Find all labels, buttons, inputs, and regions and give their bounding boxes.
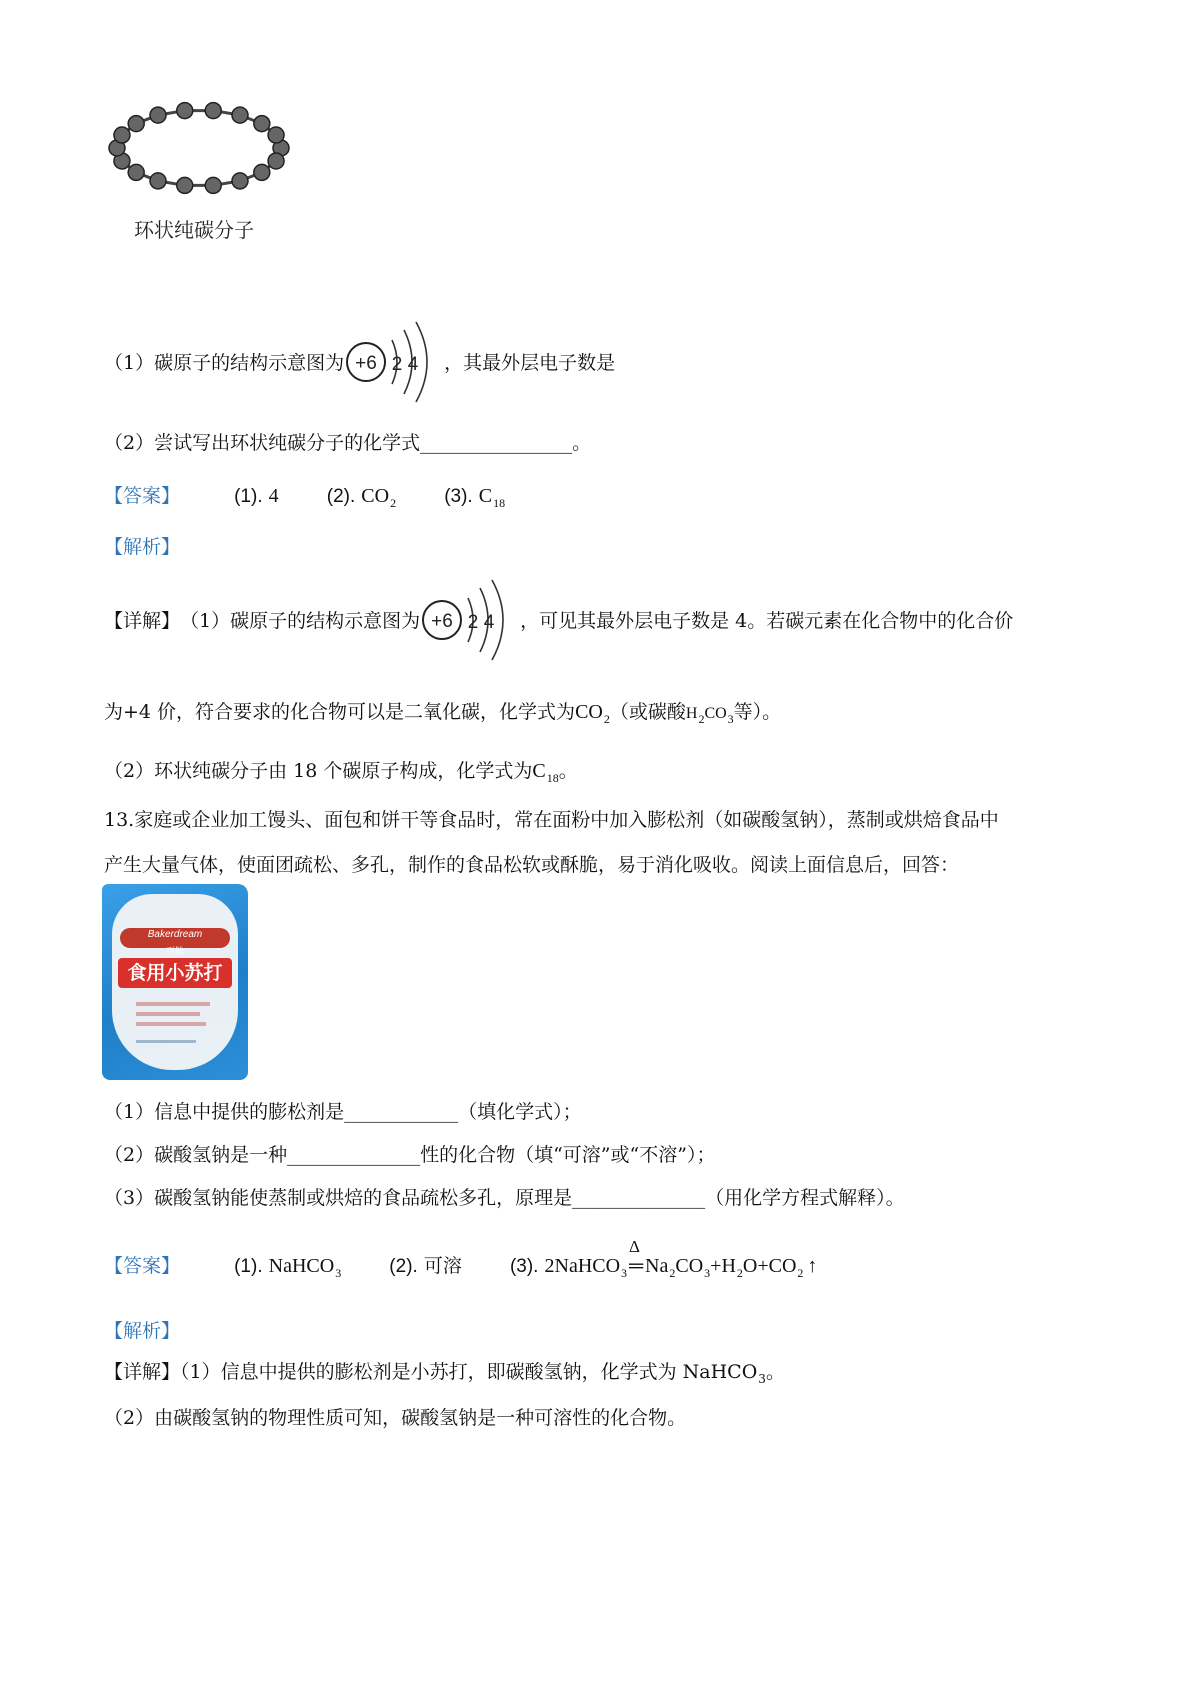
detail-tag: 【详解】 — [104, 1361, 181, 1383]
atom-shell-1: 2 — [391, 354, 403, 375]
answer-formula: NaHCO$_3$ — [268, 1255, 342, 1280]
atom-nucleus: +6 — [431, 611, 453, 632]
ring-atom — [150, 173, 166, 189]
ring-atom — [114, 127, 130, 143]
atom-nucleus: +6 — [355, 353, 377, 374]
question-text: （1）碳原子的结构示意图为 — [104, 351, 345, 374]
question-stem: 13.家庭或企业加工馒头、面包和饼干等食品时，常在面粉中加入膨松剂（如碳酸氢钠），蒸制或烘焙食品中 — [104, 809, 999, 831]
answer-formula: $CO_2$ — [361, 485, 397, 510]
detail-line: （2）环状纯碳分子由 18 个碳原子构成，化学式为$C_{18}$。 — [104, 760, 578, 785]
atom-shell-2: 4 — [483, 612, 495, 633]
question-line: （1）信息中提供的膨松剂是____________（填化学式）； — [104, 1101, 582, 1123]
answer-formula: $C_{18}$ — [478, 485, 506, 510]
answer-value: 可溶 — [423, 1255, 462, 1277]
package-brand-cn: 百钻 — [165, 947, 184, 957]
answer-tag: 【答案】 — [104, 485, 181, 507]
detail-tag: 【详解】 — [104, 609, 181, 632]
ring-atom — [232, 173, 248, 189]
analysis-tag: 【解析】 — [104, 536, 181, 558]
chemical-equation: 2NaHCO$_3$ Δ $═Na_2CO_3+H_2O+CO_2$ ↑ — [544, 1237, 818, 1280]
ring-molecule-icon — [104, 96, 294, 206]
answer-value: 4 — [268, 485, 279, 507]
question-stem: 产生大量气体，使面团疏松、多孔，制作的食品松软或酥脆，易于消化吸收。阅读上面信息后，回答： — [104, 854, 960, 876]
atom-shell-2: 4 — [407, 354, 419, 375]
ring-atom — [150, 107, 166, 123]
question-line: （2）碳酸氢钠是一种______________性的化合物（填“可溶”或“不溶”）； — [104, 1144, 716, 1166]
carbon-atom-diagram — [420, 576, 520, 662]
ring-atom — [232, 107, 248, 123]
answer-line: 【答案】 (1). 4 (2). $CO_2$ (3). $C_{18}$ — [104, 485, 506, 510]
question-line: （2）尝试写出环状纯碳分子的化学式________________。 — [104, 432, 592, 454]
ring-atom — [177, 103, 193, 119]
ring-atom — [205, 103, 221, 119]
detail-line: （2）由碳酸氢钠的物理性质可知，碳酸氢钠是一种可溶性的化合物。 — [104, 1407, 687, 1429]
ring-atom — [268, 127, 284, 143]
detail-line: 【详解】 （1）碳原子的结构示意图为 +6 2 4 ，可见其最外层电子数是 4。若碳元素在化合物中的化合价 — [104, 576, 1013, 662]
question-line: （3）碳酸氢钠能使蒸制或烘焙的食品疏松多孔，原理是______________（用化学方程式解释）。 — [104, 1187, 905, 1209]
atom-shell-1: 2 — [467, 612, 479, 633]
package-brand: Bakerdream — [147, 929, 203, 940]
ring-atom — [254, 164, 270, 180]
baking-soda-package-image — [102, 884, 248, 1080]
ring-atom — [128, 164, 144, 180]
detail-line: 【详解】（1）信息中提供的膨松剂是小苏打，即碳酸氢钠，化学式为 NaHCO$_3$。 — [104, 1361, 785, 1386]
ring-atom — [128, 116, 144, 132]
question-line — [104, 318, 615, 404]
ring-atom — [177, 177, 193, 193]
carbon-atom-diagram — [344, 318, 444, 404]
package-title: 食用小苏打 — [118, 958, 232, 988]
ring-atom — [205, 177, 221, 193]
analysis-tag: 【解析】 — [104, 1320, 181, 1342]
answer-line: 【答案】 (1). NaHCO$_3$ (2). 可溶 (3). 2NaHCO$_3$ Δ $═Na_2CO_3+H_2O+CO_2$ ↑ — [104, 1237, 818, 1280]
question-text: ，其最外层电子数是 — [444, 351, 616, 374]
answer-tag: 【答案】 — [104, 1255, 181, 1277]
ring-atom — [268, 153, 284, 169]
ring-molecule-figure — [104, 96, 294, 206]
detail-line: 为+4 价，符合要求的化合物可以是二氧化碳，化学式为$CO_2$（或碳酸$H_2CO_3$等）。 — [104, 701, 782, 726]
figure-caption: 环状纯碳分子 — [134, 218, 254, 242]
ring-atom — [254, 116, 270, 132]
